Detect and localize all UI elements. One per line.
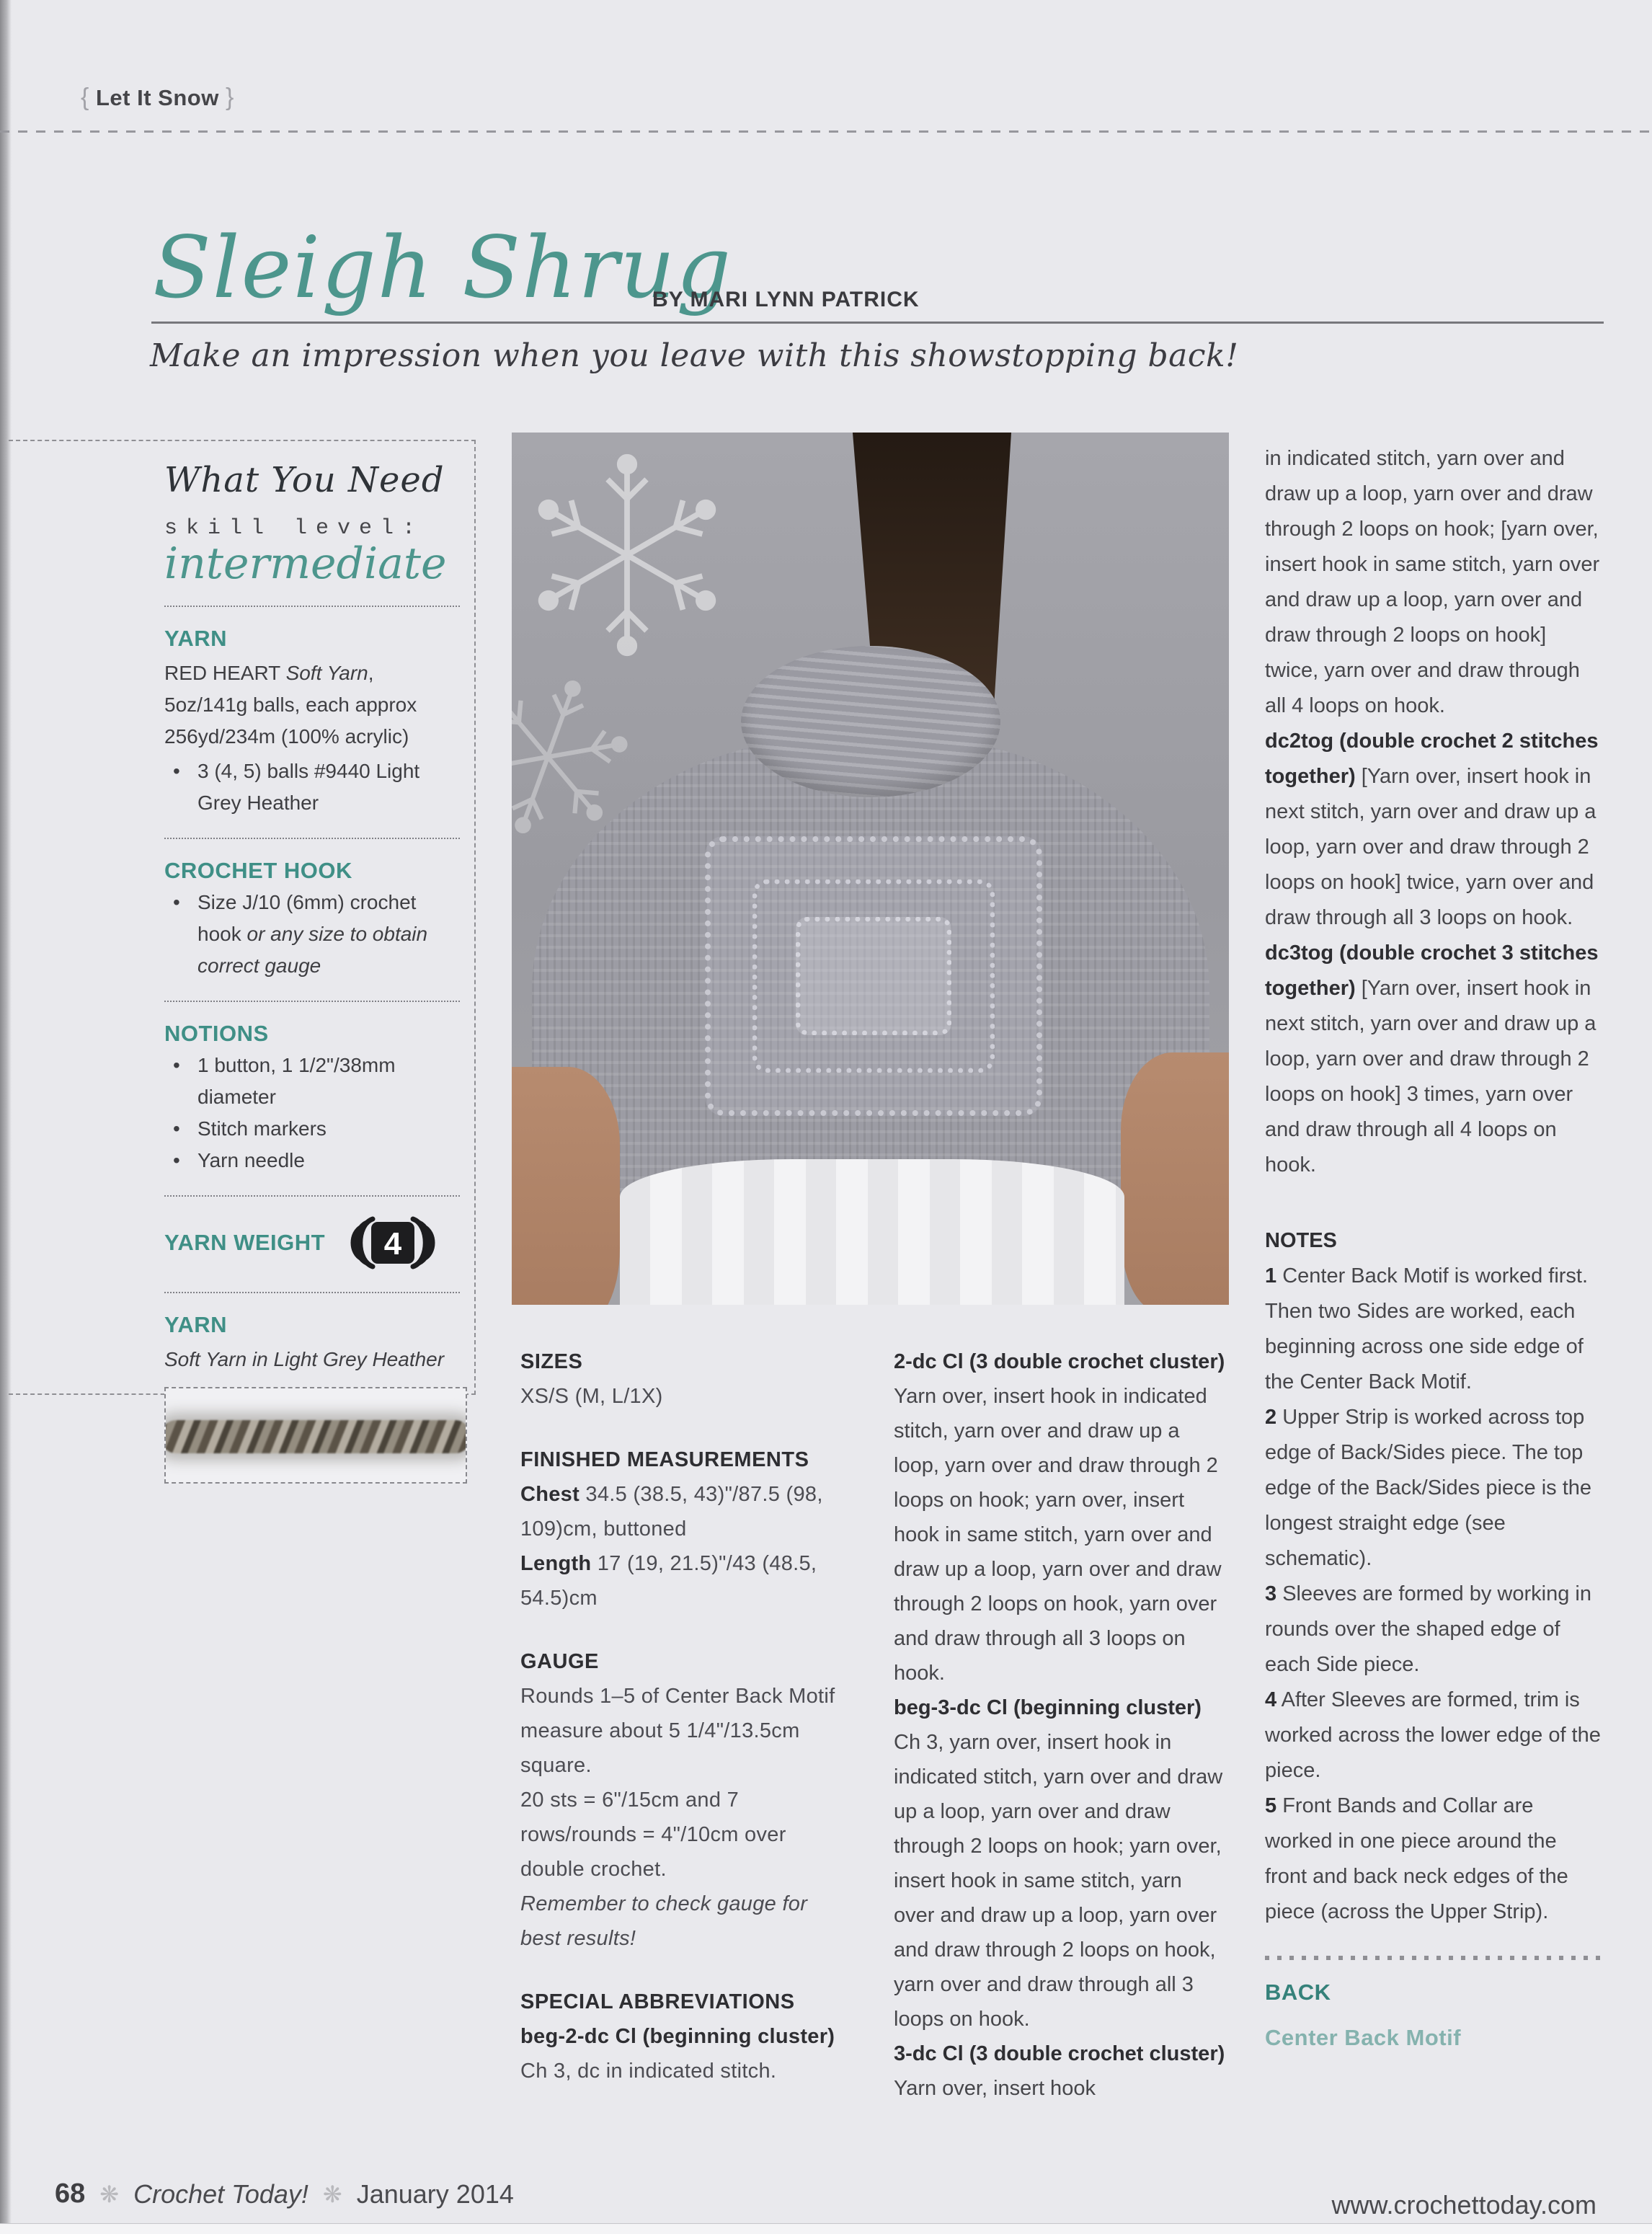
yarn-name: Soft Yarn <box>285 662 368 684</box>
snowflake-ornament-icon: ❋ <box>322 2181 342 2207</box>
stitch-term: 3-dc Cl (3 double crochet cluster) <box>894 2042 1225 2065</box>
sidebar-heading: What You Need <box>164 460 445 500</box>
note-text: Center Back Motif is worked first. Then two Sides are worked, each beginning across one side edge of the Center Back Motif. <box>1265 1264 1589 1393</box>
note-item <box>1265 1683 1604 1788</box>
section-eyebrow <box>81 84 234 112</box>
page-number: 68 <box>55 2178 86 2209</box>
gauge-text-2: 20 sts = 6"/15cm and 7 rows/rounds = 4"/10cm over double crochet. <box>520 1788 786 1881</box>
length-label: Length <box>520 1552 592 1575</box>
stitch-instructions: Yarn over, insert hook <box>894 2077 1096 2100</box>
chest-value: 34.5 (38.5, 43)"/87.5 (98, 109)cm, buttoned <box>520 1483 823 1541</box>
abbreviation-entry <box>520 2019 843 2088</box>
yarn-description <box>164 657 460 753</box>
yarn-specs: , 5oz/141g balls, each approx 256yd/234m (100% acrylic) <box>164 662 417 748</box>
yarn-photo-heading: YARN <box>164 1312 227 1337</box>
subtitle: Make an impression when you leave with this showstopping back! <box>150 337 1239 374</box>
stitch-instructions: [Yarn over, insert hook in next stitch, yarn over and draw up a loop, yarn over and draw through 2 loops on hook] 3 times, yarn over and draw through all 4 loops on hook. <box>1265 977 1597 1176</box>
chest-label: Chest <box>520 1483 580 1506</box>
divider <box>164 1292 460 1293</box>
note-number: 5 <box>1265 1794 1277 1817</box>
dotted-divider <box>1265 1956 1604 1960</box>
model-skirt <box>620 1159 1124 1305</box>
list-item: • 1 button, 1 1/2"/38mm diameter <box>197 1050 460 1113</box>
back-section-heading: BACK <box>1265 1980 1331 2005</box>
skill-level-label: skill level: <box>164 516 425 541</box>
skill-level-value: intermediate <box>164 538 447 589</box>
divider <box>164 838 460 839</box>
column-abbreviation-details <box>894 1344 1225 2106</box>
footer <box>55 2178 514 2209</box>
notes-section <box>1265 1223 1604 1930</box>
list-item <box>197 887 460 982</box>
stitch-instructions: [Yarn over, insert hook in next stitch, yarn over and draw up a loop, yarn over and draw through 2 loops on hook] twice, yarn over and draw through all 3 loops on hook. <box>1265 765 1597 929</box>
byline: BY MARI LYNN PATRICK <box>652 288 920 311</box>
hook-size: Size J/10 (6mm) crochet hook <box>197 891 417 945</box>
yarn-weight-number: 4 <box>383 1226 402 1262</box>
model-arm-right <box>1121 1052 1229 1305</box>
center-back-motif-heading: Center Back Motif <box>1265 2025 1462 2050</box>
title-rule <box>151 322 1604 324</box>
finished-heading: FINISHED MEASUREMENTS <box>520 1448 809 1471</box>
column-notes <box>1265 441 1604 2055</box>
magazine-name: Crochet Today! <box>133 2178 308 2209</box>
yarn-weight-row <box>164 1213 460 1273</box>
crochet-hook-heading: CROCHET HOOK <box>164 858 352 883</box>
note-number: 3 <box>1265 1582 1277 1605</box>
length-value: 17 (19, 21.5)"/43 (48.5, 54.5)cm <box>520 1552 817 1610</box>
model-arm-left <box>512 1067 620 1305</box>
yarn-skein-icon <box>345 1213 440 1273</box>
gauge-note: Remember to check gauge for best results! <box>520 1892 808 1950</box>
motif-core <box>796 917 951 1035</box>
list-item: • Yarn needle <box>197 1145 460 1176</box>
brace-close: } <box>225 84 234 111</box>
stitch-definition <box>894 2036 1225 2106</box>
sizes-section <box>520 1344 843 1414</box>
note-text: Sleeves are formed by working in rounds over the shaped edge of each Side piece. <box>1265 1582 1591 1676</box>
snowflake-icon <box>519 447 735 663</box>
sizes-value: XS/S (M, L/1X) <box>520 1385 663 1408</box>
divider <box>164 606 460 607</box>
note-item <box>1265 1259 1604 1400</box>
abbreviation-term: beg-2-dc Cl (beginning cluster) <box>520 2025 835 2048</box>
eyebrow-label: Let It Snow <box>95 85 219 110</box>
note-number: 4 <box>1265 1688 1277 1711</box>
gauge-section <box>520 1644 843 1956</box>
stitch-definition <box>894 1690 1225 2036</box>
yarn-strand-photo <box>164 1387 467 1484</box>
gauge-heading: GAUGE <box>520 1650 599 1673</box>
length-line <box>520 1546 843 1615</box>
brace-open: { <box>81 84 89 111</box>
stitch-definition <box>894 1344 1225 1690</box>
shrug-collar <box>741 646 1000 797</box>
snowflake-ornament-icon: ❋ <box>99 2181 120 2207</box>
stitch-continuation: in indicated stitch, yarn over and draw up a loop, yarn over and draw through 2 loops on hook; [yarn over, insert hook in same stitch, yarn over and draw up a loop, yarn over and draw through 2 loops on hook] twice, yarn over and draw through all 4 loops on hook. <box>1265 447 1600 717</box>
sizes-heading: SIZES <box>520 1350 583 1373</box>
note-number: 2 <box>1265 1406 1277 1429</box>
abbreviations-section <box>520 1985 843 2088</box>
stitch-definition <box>1265 936 1604 1183</box>
stitch-term: 2-dc Cl (3 double crochet cluster) <box>894 1350 1225 1373</box>
stitch-term: dc2tog (double crochet 2 stitches together) <box>1265 730 1599 788</box>
stitch-term: beg-3-dc Cl (beginning cluster) <box>894 1696 1202 1719</box>
center-back-motif <box>705 836 1042 1116</box>
what-you-need-panel <box>9 440 476 1395</box>
note-text: After Sleeves are formed, trim is worked across the lower edge of the piece. <box>1265 1688 1601 1782</box>
note-item <box>1265 1788 1604 1930</box>
yarn-strand <box>164 1420 467 1453</box>
finished-measurements-section <box>520 1442 843 1615</box>
yarn-weight-heading: YARN WEIGHT <box>164 1230 326 1255</box>
gauge-text-1: Rounds 1–5 of Center Back Motif measure about 5 1/4"/13.5cm square. <box>520 1685 835 1777</box>
note-text: Front Bands and Collar are worked in one piece around the front and back neck edges of the piece (across the Upper Strip). <box>1265 1794 1568 1923</box>
note-number: 1 <box>1265 1264 1277 1287</box>
list-item: • 3 (4, 5) balls #9440 Light Grey Heather <box>197 755 460 819</box>
hook-note: or any size to obtain correct gauge <box>197 923 428 977</box>
yarn-brand: RED HEART <box>164 662 286 684</box>
stitch-definition <box>1265 724 1604 936</box>
scan-edge-bottom <box>0 2223 1652 2234</box>
note-item <box>1265 1400 1604 1577</box>
yarn-list <box>164 755 460 819</box>
list-item: • Stitch markers <box>197 1113 460 1145</box>
website-url: www.crochettoday.com <box>1331 2190 1597 2220</box>
divider <box>164 1001 460 1002</box>
stitch-instructions: Yarn over, insert hook in indicated stitch, yarn over and draw up a loop, yarn over and draw through 2 loops on hook; yarn over, insert hook in same stitch, yarn over and draw up a loop, yarn over and draw through 2 loops on hook, yarn over and draw through all 3 loops on hook. <box>894 1385 1222 1685</box>
column-sizes <box>520 1344 843 2117</box>
dotted-rule <box>0 130 1652 133</box>
stitch-instructions: Ch 3, yarn over, insert hook in indicated stitch, yarn over and draw up a loop, yarn over and draw through 2 loops on hook; yarn over, insert hook in same stitch, yarn over and draw up a loop, yarn over and draw through 2 loops on hook, yarn over and draw through all 3 loops on hook. <box>894 1731 1223 2031</box>
note-text: Upper Strip is worked across top edge of Back/Sides piece. The top edge of the Back/Sides piece is the longest straight edge (see schematic). <box>1265 1406 1592 1570</box>
model-photo <box>512 433 1229 1305</box>
divider <box>164 1195 460 1197</box>
issue-date: January 2014 <box>356 2178 514 2209</box>
note-item <box>1265 1577 1604 1683</box>
abbreviation-definition: Ch 3, dc in indicated stitch. <box>520 2060 777 2083</box>
stitch-term: dc3tog (double crochet 3 stitches together) <box>1265 941 1599 1000</box>
hook-list <box>164 887 460 982</box>
notions-list <box>164 1050 460 1176</box>
yarn-heading: YARN <box>164 626 227 651</box>
abbreviations-heading: SPECIAL ABBREVIATIONS <box>520 1990 795 2013</box>
yarn-photo-caption: Soft Yarn in Light Grey Heather <box>164 1348 445 1370</box>
notions-heading: NOTIONS <box>164 1021 269 1046</box>
page-title: Sleigh Shrug <box>153 218 732 317</box>
chest-line <box>520 1477 843 1546</box>
notes-heading: NOTES <box>1265 1229 1337 1252</box>
